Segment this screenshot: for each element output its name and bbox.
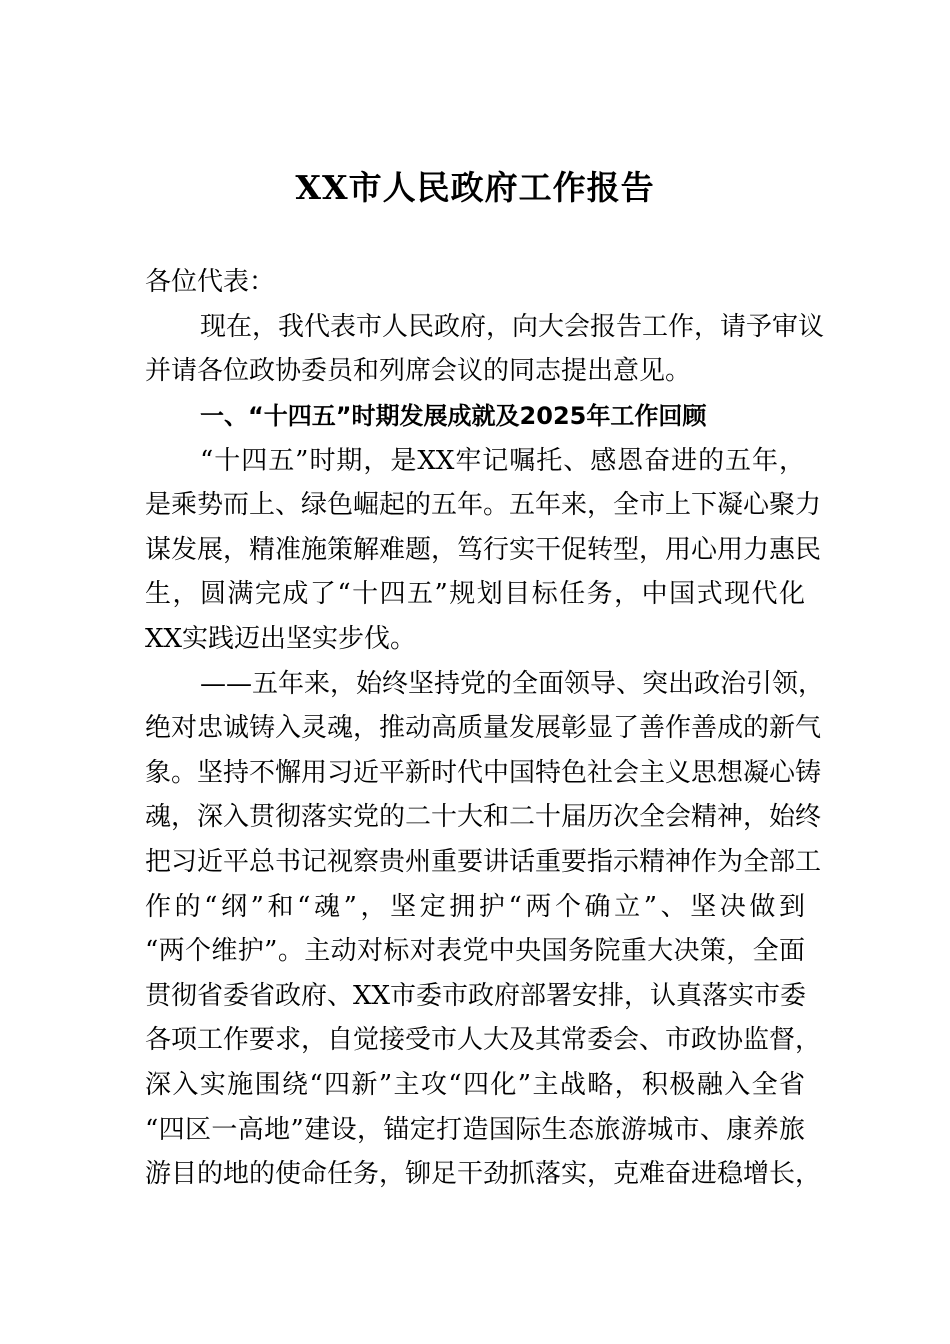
paragraph-line: 深入实施围绕“四新”主攻“四化”主战略，积极融入全省 bbox=[145, 1070, 805, 1100]
paragraph-line: 现在，我代表市人民政府，向大会报告工作，请予审议 bbox=[200, 312, 825, 342]
salutation: 各位代表： bbox=[145, 267, 276, 297]
paragraph-line: 游目的地的使命任务，铆足干劲抓落实，克难奋进稳增长， bbox=[145, 1159, 822, 1189]
paragraph-line: 作的“纲”和“魂”，坚定拥护“两个确立”、坚决做到 bbox=[145, 892, 805, 922]
paragraph-line: 是乘势而上、绿色崛起的五年。五年来，全市上下凝心聚力 bbox=[145, 490, 822, 520]
paragraph-line: “四区一高地”建设，锚定打造国际生态旅游城市、康养旅 bbox=[145, 1115, 805, 1145]
paragraph-line: 各项工作要求，自觉接受市人大及其常委会、市政协监督， bbox=[145, 1025, 822, 1055]
paragraph-line: XX实践迈出坚实步伐。 bbox=[145, 624, 417, 654]
paragraph-line: 生，圆满完成了“十四五”规划目标任务，中国式现代化 bbox=[145, 579, 805, 609]
paragraph-line: 魂，深入贯彻落实党的二十大和二十届历次全会精神，始终 bbox=[145, 802, 822, 832]
paragraph-line: 把习近平总书记视察贵州重要讲话重要指示精神作为全部工 bbox=[145, 847, 822, 877]
paragraph-line: “十四五”时期，是XX牢记嘱托、感恩奋进的五年， bbox=[200, 446, 805, 476]
paragraph-line: 绝对忠诚铸入灵魂，推动高质量发展彰显了善作善成的新气 bbox=[145, 713, 822, 743]
document-title: XX市人民政府工作报告 bbox=[295, 168, 655, 207]
paragraph-line: 贯彻省委省政府、XX市委市政府部署安排，认真落实市委 bbox=[145, 981, 807, 1011]
paragraph-line: 谋发展，精准施策解难题，笃行实干促转型，用心用力惠民 bbox=[145, 535, 822, 565]
section-heading: 一、“十四五”时期发展成就及2025年工作回顾 bbox=[200, 402, 707, 430]
paragraph-line: 并请各位政协委员和列席会议的同志提出意见。 bbox=[145, 356, 692, 386]
paragraph-line: 象。坚持不懈用习近平新时代中国特色社会主义思想凝心铸 bbox=[145, 758, 822, 788]
paragraph-line: ——五年来，始终坚持党的全面领导、突出政治引领， bbox=[200, 669, 825, 699]
paragraph-line: “两个维护”。主动对标对表党中央国务院重大决策，全面 bbox=[145, 936, 805, 966]
